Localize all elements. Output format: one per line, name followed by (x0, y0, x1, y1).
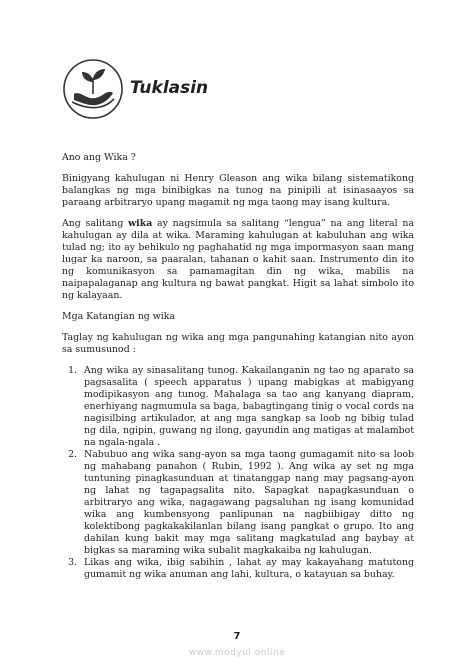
hands-with-sprout-icon (62, 58, 124, 120)
watermark: www.modyul.online (188, 648, 286, 658)
section-title: Tuklasin (130, 78, 209, 98)
section-header (62, 58, 362, 122)
paragraph-definition: Binigyang kahulugan ni Henry Gleason ang wika bilang sistematikong balangkas ng mga binibigkas na tunog na pinipili at isinasaayos sa paraang arbitraryo upang magamit ng mga taong may isang kultura. (62, 173, 414, 208)
paragraph-text: Ang salitang (62, 218, 129, 229)
list-item: 3. Likas ang wika, ibig sabihin , lahat ay may kakayahang matutong gumamit ng wika anuman ang lahi, kultura, o katayuan sa buhay. (80, 557, 414, 581)
subheading: Mga Katangian ng wika (62, 311, 176, 322)
characteristics-list (62, 365, 414, 581)
body-content (62, 152, 414, 581)
paragraph-intro: Taglay ng kahulugan ng wika ang mga pangunahing katangian nito ayon sa sumusunod : (62, 332, 414, 355)
list-item: 1. Ang wika ay sinasalitang tunog. Kakailanganin ng tao ng aparato sa pagsasalita ( speech apparatus ) upang mabigkas at mabigyang modipikasyon ang tunog. Mahalaga sa tao ang kanyang diapram, enerhiyang nagmumula sa baga, babagtingang tinig o vocal cords na nagisilbing artikulador, at ang mga sangkap sa loob ng bibig tulad ng dila, ngipin, guwang ng ilong, gayundin ang matigas at malambot na ngala-ngala . (80, 365, 414, 449)
list-item: 2. Nabubuo ang wika sang-ayon sa mga taong gumagamit nito sa loob ng mahabang panahon ( Rubin, 1992 ). Ang wika ay set ng mga tuntuning pinagkasunduan at tinatanggap nang may pagsang-ayon ng lahat ng tagapagsalita nito. Sapagkat napagkasunduan o arbitraryo ang wika, nagagawang pagsaluhan ng isang komunidad wika ang kumbensyong panlipunan na nagbiibigay ditto ng kolektibong pagkakakilanlan bilang isang pangkat o grupo. Ito ang dahilan kung bakit may mga salitang magkatulad ang baybay at bigkas sa maraming wika subalit magkakaiba ng kahulugan. (80, 449, 414, 557)
paragraph-text: ay nagsimula sa salitang “lengua” na ang literal na kahulugan ay dila at wika. Maraming kahulugan at kabuluhan ang wika tulad ng; ito ay behikulo ng paghahatid ng mga impormasyon saan mang lugar ka naroon, sa paaralan, tahanan o kahit saan. Instrumento din ito ng komunikasyon sa pamamagitan din ng wika, mabilis na naipapalaganap ang kultura ng bawat pangkat. Higit sa lahat simbolo ito ng kalayaan. (62, 218, 414, 301)
bold-term: wika (128, 218, 153, 229)
question-heading: Ano ang Wika ? (62, 152, 136, 163)
paragraph-wika-origin (62, 218, 414, 302)
page-number: 7 (233, 631, 241, 642)
